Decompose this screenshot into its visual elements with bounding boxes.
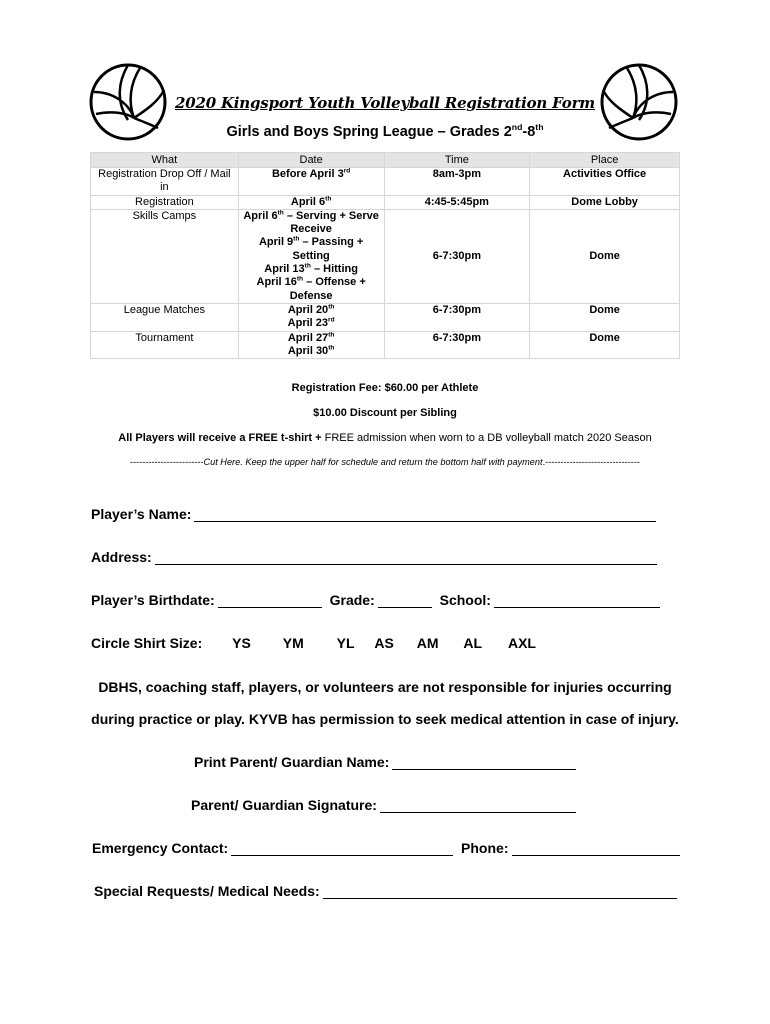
cell-time: 8am-3pm (384, 168, 530, 196)
cell-place: Activities Office (530, 168, 680, 196)
table-row (91, 209, 680, 303)
player-name-field (91, 506, 656, 522)
cell-date: April 20th April 23rd (238, 303, 384, 331)
table-row (91, 195, 680, 209)
emergency-contact-input[interactable] (231, 841, 453, 856)
registration-fee: Registration Fee: $60.00 per Athlete (291, 382, 479, 394)
special-requests-label: Special Requests/ Medical Needs: (94, 883, 320, 899)
form-title: 2020 Kingsport Youth Volleyball Registration Form (175, 94, 595, 112)
phone-label: Phone: (461, 840, 509, 856)
column-header: What (91, 153, 239, 168)
table-row (91, 303, 680, 331)
address-input[interactable] (155, 550, 657, 565)
guardian-signature-field (191, 797, 576, 813)
address-field (91, 549, 657, 565)
cell-place: Dome Lobby (530, 195, 680, 209)
free-shirt-note: All Players will receive a FREE t-shirt + FREE admission when worn to a DB volleyball match 2020 Season (118, 432, 652, 444)
cell-place: Dome (530, 303, 680, 331)
guardian-signature-input[interactable] (380, 798, 576, 813)
guardian-name-input[interactable] (392, 755, 576, 770)
phone-input[interactable] (512, 841, 680, 856)
column-header: Time (384, 153, 530, 168)
cell-place: Dome (530, 331, 680, 359)
size-option-yl[interactable]: YL (336, 635, 355, 651)
size-option-ym[interactable]: YM (282, 635, 304, 651)
special-requests-field (94, 883, 677, 899)
size-option-as[interactable]: AS (374, 635, 394, 651)
cell-time: 6-7:30pm (384, 331, 530, 359)
table-row (91, 168, 680, 196)
shirt-size-row (91, 635, 536, 651)
cell-what: Tournament (91, 331, 239, 359)
form-subtitle: Girls and Boys Spring League – Grades 2nd-8th (226, 122, 544, 140)
cell-what: Registration Drop Off / Mail in (91, 168, 239, 196)
size-option-al[interactable]: AL (463, 635, 483, 651)
special-requests-input[interactable] (323, 884, 677, 899)
size-option-axl[interactable]: AXL (507, 635, 536, 651)
cell-time: 6-7:30pm (384, 209, 530, 303)
cell-time: 6-7:30pm (384, 303, 530, 331)
cell-place: Dome (530, 209, 680, 303)
cut-line: ------------------------Cut Here. Keep the upper half for schedule and return the bottom half with payment.------------------------------- (130, 457, 640, 467)
birthdate-label: Player’s Birthdate: (91, 592, 215, 608)
school-label: School: (439, 592, 491, 608)
size-option-am[interactable]: AM (416, 635, 439, 651)
address-label: Address: (91, 549, 152, 565)
column-header: Place (530, 153, 680, 168)
cell-time: 4:45-5:45pm (384, 195, 530, 209)
sibling-discount: $10.00 Discount per Sibling (313, 407, 457, 419)
grade-input[interactable] (378, 593, 432, 608)
shirt-size-label: Circle Shirt Size: (91, 635, 203, 651)
guardian-signature-label: Parent/ Guardian Signature: (191, 797, 377, 813)
emergency-contact-row (92, 840, 680, 856)
size-option-ys[interactable]: YS (232, 635, 251, 651)
cell-what: League Matches (91, 303, 239, 331)
column-header: Date (238, 153, 384, 168)
emergency-contact-label: Emergency Contact: (92, 840, 229, 856)
player-name-input[interactable] (194, 507, 656, 522)
liability-disclaimer-line-1: DBHS, coaching staff, players, or volunteers are not responsible for injuries occurring (98, 679, 672, 695)
cell-date: Before April 3rd (238, 168, 384, 196)
grade-label: Grade: (329, 592, 375, 608)
guardian-name-field (194, 754, 576, 770)
birthdate-grade-school-row (91, 592, 660, 608)
school-input[interactable] (494, 593, 660, 608)
cell-date: April 6th – Serving + Serve Receive April 9th – Passing + Setting April 13th – Hitting April 16th – Offense + Defense (238, 209, 384, 303)
schedule-table (90, 152, 680, 359)
cell-date: April 27th April 30th (238, 331, 384, 359)
guardian-name-label: Print Parent/ Guardian Name: (194, 754, 390, 770)
cell-date: April 6th (238, 195, 384, 209)
schedule-header-row (91, 153, 680, 168)
cell-what: Registration (91, 195, 239, 209)
birthdate-input[interactable] (218, 593, 322, 608)
player-name-label: Player’s Name: (91, 506, 192, 522)
cell-what: Skills Camps (91, 209, 239, 303)
table-row (91, 331, 680, 359)
liability-disclaimer-line-2: during practice or play. KYVB has permission to seek medical attention in case of injury. (91, 711, 679, 727)
